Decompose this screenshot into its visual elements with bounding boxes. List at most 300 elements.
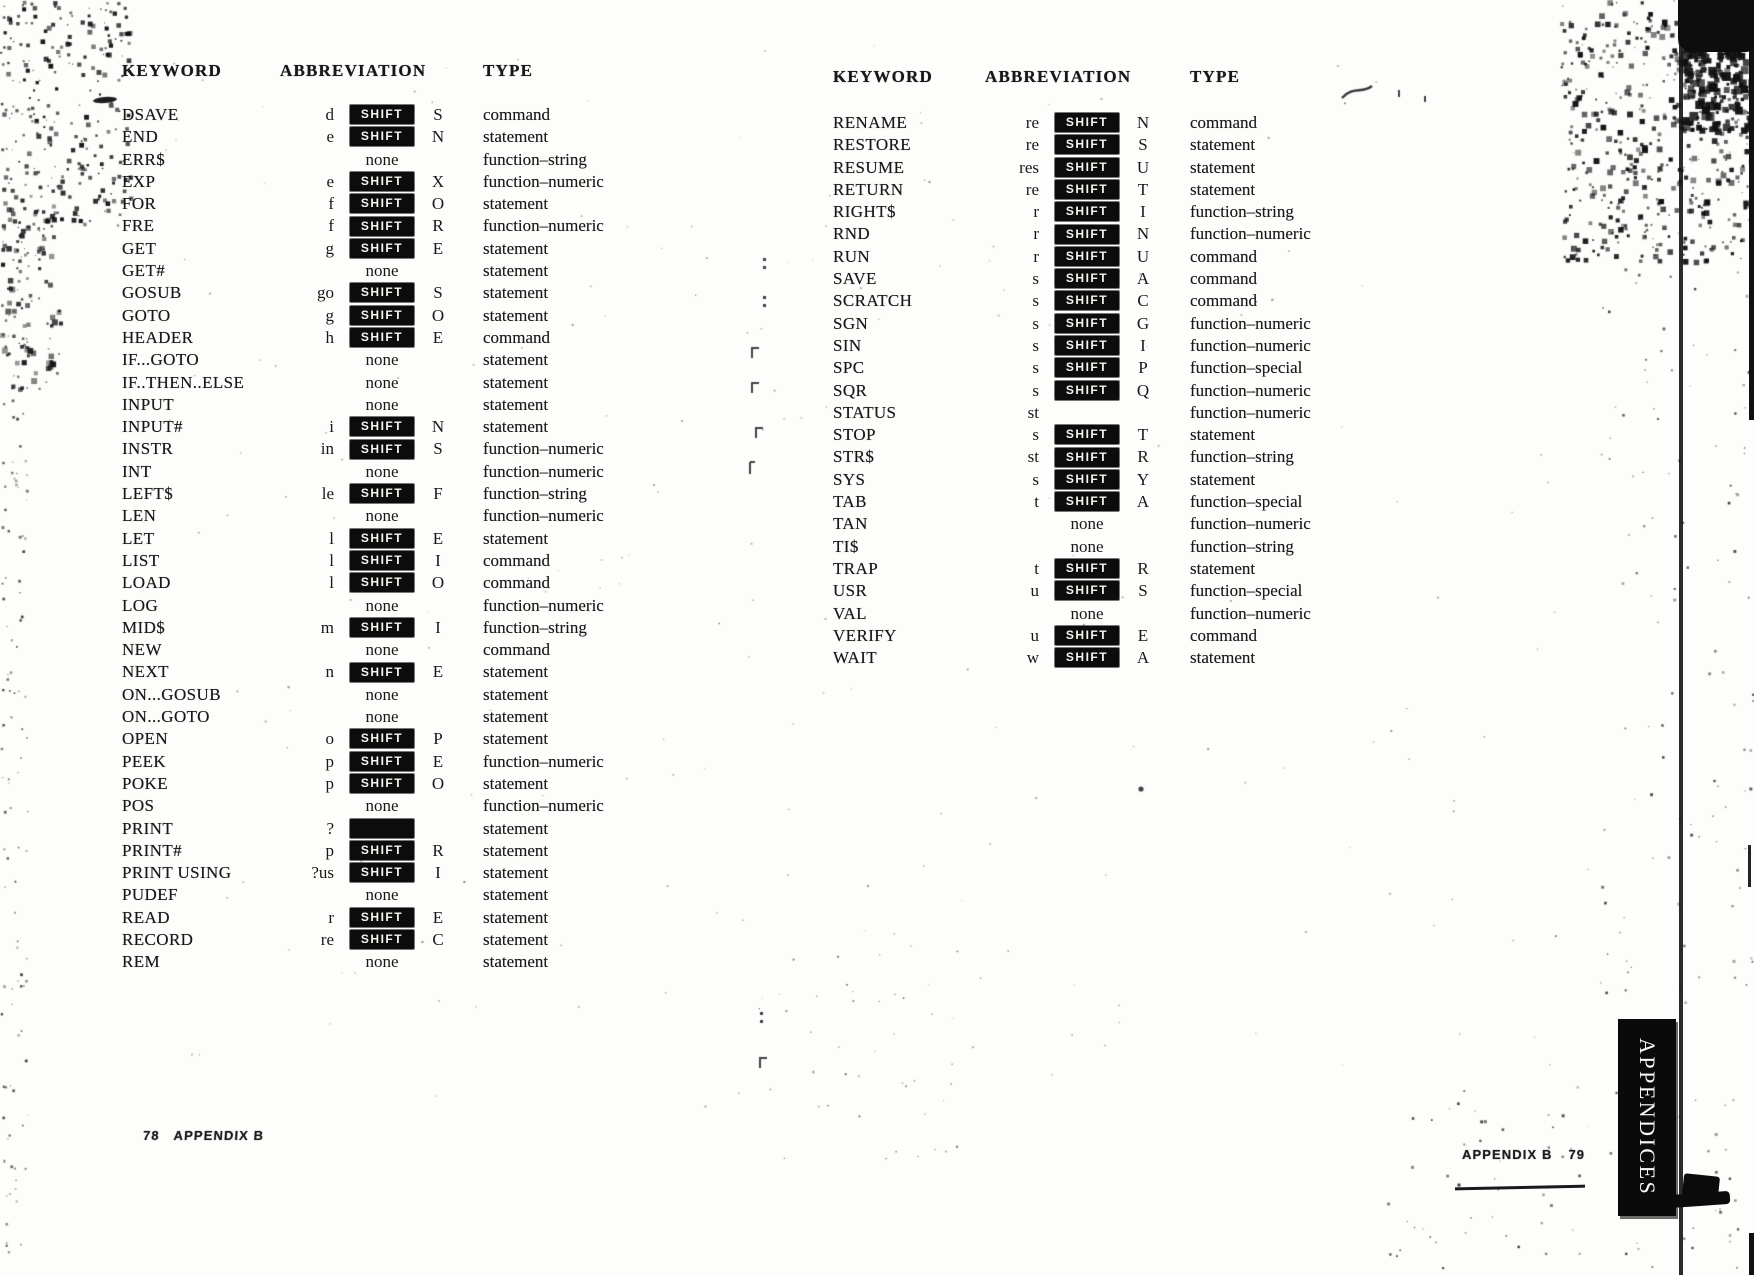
table-row xyxy=(122,951,722,973)
column-header-keyword: KEYWORD xyxy=(122,61,223,80)
type-cell: function–special xyxy=(1190,581,1303,601)
abbrev-shift-cell xyxy=(347,104,417,126)
table-row xyxy=(122,818,722,840)
type-cell: statement xyxy=(483,863,549,883)
type-cell: statement xyxy=(1190,425,1256,445)
keyword-cell: PRINT xyxy=(122,818,174,838)
abbrev-prefix-cell xyxy=(300,706,347,728)
abbrev-shift-cell xyxy=(347,171,417,193)
abbrev-prefix-cell: re xyxy=(1025,113,1039,132)
abbrev-letter-cell xyxy=(417,684,459,706)
abbrev-prefix-cell: f xyxy=(328,216,334,236)
keyword-cell: VAL xyxy=(833,603,867,623)
abbrev-letter-cell: R xyxy=(432,216,444,236)
abbrev-shift-cell xyxy=(347,751,417,773)
abbrev-prefix-cell: t xyxy=(1034,492,1039,512)
shift-key-badge xyxy=(350,819,414,838)
abbrev-letter-cell: C xyxy=(432,929,444,949)
abbrev-shift-cell xyxy=(347,528,417,550)
table-row xyxy=(833,268,1433,290)
abbrev-prefix-cell: h xyxy=(325,327,334,347)
table-row xyxy=(122,862,722,884)
type-cell: statement xyxy=(483,127,549,147)
type-cell: function–string xyxy=(483,149,587,169)
type-cell: function–numeric xyxy=(483,751,604,771)
table-row xyxy=(833,357,1433,379)
abbrev-none-cell: none xyxy=(365,684,399,704)
keyword-cell: LOG xyxy=(122,595,159,615)
type-cell: function–numeric xyxy=(483,171,604,191)
shift-key-badge: SHIFT xyxy=(350,551,414,570)
shift-key-badge: SHIFT xyxy=(350,328,414,347)
table-row xyxy=(833,536,1433,558)
abbrev-letter-cell: S xyxy=(1138,581,1148,601)
table-row xyxy=(833,625,1433,647)
abbrev-letter-cell: A xyxy=(1136,269,1150,289)
table-row xyxy=(122,505,722,527)
abbrev-shift-cell xyxy=(1052,558,1122,580)
shift-key-badge: SHIFT xyxy=(350,105,414,124)
table-header-row xyxy=(833,66,1433,88)
table-row xyxy=(122,929,722,951)
abbrev-letter-cell xyxy=(417,149,459,171)
abbrev-shift-cell xyxy=(347,238,417,260)
abbrev-shift-cell xyxy=(347,193,417,215)
table-row xyxy=(833,335,1433,357)
abbrev-letter-cell: E xyxy=(432,528,444,548)
keyword-cell: TI$ xyxy=(833,536,859,556)
abbrev-none-cell: none xyxy=(365,885,399,905)
shift-key-badge: SHIFT xyxy=(350,239,414,258)
abbrev-letter-cell xyxy=(417,951,459,973)
abbrev-shift-cell xyxy=(1052,357,1122,379)
abbrev-prefix-cell xyxy=(300,349,347,371)
appendices-tab-label: APPENDICES xyxy=(1635,1038,1660,1197)
table-row xyxy=(833,290,1433,312)
shift-key-badge: SHIFT xyxy=(1055,581,1119,600)
abbrev-shift-cell xyxy=(1052,491,1122,513)
abbrev-prefix-cell xyxy=(1005,513,1052,535)
abbrev-letter-cell xyxy=(417,505,459,527)
type-cell: function–numeric xyxy=(483,216,604,236)
column-header-type: TYPE xyxy=(483,61,534,80)
type-cell: command xyxy=(1190,291,1258,311)
abbrev-prefix-cell xyxy=(300,595,347,617)
keyword-cell: LEN xyxy=(122,506,157,526)
abbrev-letter-cell: S xyxy=(433,283,443,303)
shift-key-badge: SHIFT xyxy=(350,841,414,860)
type-cell: statement xyxy=(483,707,549,727)
keyword-cell: FRE xyxy=(122,216,155,236)
abbrev-prefix-cell: ?us xyxy=(311,863,334,883)
keyword-cell: SGN xyxy=(833,313,869,333)
type-cell: statement xyxy=(483,528,549,548)
table-row xyxy=(833,424,1433,446)
type-cell: function–numeric xyxy=(1190,313,1311,333)
type-cell: statement xyxy=(483,885,549,905)
abbrev-shift-cell xyxy=(1052,313,1122,335)
abbrev-shift-cell xyxy=(347,818,417,840)
abbrev-shift-cell xyxy=(1052,335,1122,357)
keyword-cell: SQR xyxy=(833,380,868,400)
abbrev-shift-cell xyxy=(1052,223,1122,245)
keyword-cell: LIST xyxy=(122,550,160,570)
type-cell: function–numeric xyxy=(1190,603,1311,623)
abbrev-letter-cell xyxy=(417,349,459,371)
abbrev-shift-cell xyxy=(1052,134,1122,156)
type-cell: command xyxy=(1190,246,1258,266)
abbrev-prefix-cell: s xyxy=(1032,425,1039,445)
abbrev-prefix-cell xyxy=(300,260,347,282)
keyword-cell: NEW xyxy=(122,640,162,660)
table-row xyxy=(833,402,1433,424)
column-header-type: TYPE xyxy=(1190,67,1241,86)
type-cell: statement xyxy=(483,773,549,793)
keyword-cell: POS xyxy=(122,796,155,816)
abbrev-letter-cell xyxy=(417,461,459,483)
keyword-cell: SYS xyxy=(833,469,866,489)
keyword-cell: SCRATCH xyxy=(833,291,913,311)
keyword-cell: FOR xyxy=(122,194,157,214)
appendix-label: APPENDIX B xyxy=(173,1128,265,1143)
table-row xyxy=(122,907,722,929)
type-cell: statement xyxy=(483,261,549,281)
shift-key-badge: SHIFT xyxy=(1055,158,1119,177)
abbrev-letter-cell: F xyxy=(433,484,443,504)
abbrev-letter-cell: N xyxy=(1136,113,1150,132)
appendix-label: APPENDIX B xyxy=(1462,1147,1553,1162)
abbrev-prefix-cell: s xyxy=(1032,269,1039,289)
abbrev-prefix-cell xyxy=(300,639,347,661)
abbrev-prefix-cell: r xyxy=(328,907,334,927)
type-cell: command xyxy=(1190,269,1258,289)
abbrev-prefix-cell: s xyxy=(1032,291,1039,311)
shift-key-badge: SHIFT xyxy=(350,863,414,882)
keyword-cell: READ xyxy=(122,907,170,927)
keyword-cell: LEFT$ xyxy=(122,484,174,504)
type-cell: statement xyxy=(483,417,549,437)
abbrev-letter-cell xyxy=(1122,536,1164,558)
keyword-cell: GOSUB xyxy=(122,283,182,303)
table-header-row xyxy=(122,60,722,82)
abbrev-none-cell: none xyxy=(365,350,399,370)
keyword-cell: OPEN xyxy=(122,729,168,749)
abbrev-none-cell: none xyxy=(365,506,399,526)
abbrev-letter-cell: N xyxy=(1136,224,1150,244)
table-row xyxy=(122,349,722,371)
column-header-abbreviation: ABBREVIATION xyxy=(985,67,1132,86)
table-row xyxy=(122,372,722,394)
abbrev-shift-cell xyxy=(1052,179,1122,201)
abbrev-prefix-cell: st xyxy=(1027,447,1039,467)
abbrev-prefix-cell: ? xyxy=(326,818,334,838)
abbrev-prefix-cell: go xyxy=(317,283,334,303)
abbrev-letter-cell: O xyxy=(431,573,445,593)
type-cell: function–numeric xyxy=(1190,224,1311,244)
abbrev-letter-cell: N xyxy=(431,417,445,437)
type-cell: function–numeric xyxy=(483,506,604,526)
abbrev-prefix-cell: st xyxy=(1027,402,1039,422)
abbrev-shift-cell xyxy=(347,840,417,862)
table-row xyxy=(122,149,722,171)
abbrev-letter-cell: P xyxy=(1138,358,1148,378)
type-cell: function–string xyxy=(1190,447,1294,467)
abbrev-shift-cell xyxy=(1052,625,1122,647)
abbrev-letter-cell: U xyxy=(1136,246,1150,266)
abbrev-prefix-cell: re xyxy=(1025,179,1039,199)
shift-key-badge: SHIFT xyxy=(1055,180,1119,199)
abbrev-letter-cell: T xyxy=(1137,425,1149,445)
abbrev-shift-cell xyxy=(1052,157,1122,179)
abbrev-shift-cell xyxy=(347,126,417,148)
keyword-cell: IF...GOTO xyxy=(122,350,200,370)
abbrev-prefix-cell xyxy=(300,684,347,706)
table-row xyxy=(122,528,722,550)
abbrev-prefix-cell: g xyxy=(325,305,334,325)
shift-key-badge: SHIFT xyxy=(350,930,414,949)
abbrev-none-cell: none xyxy=(365,796,399,816)
keyword-cell: ON...GOSUB xyxy=(122,684,221,704)
table-row xyxy=(833,491,1433,513)
table-row xyxy=(833,380,1433,402)
appendices-side-tab xyxy=(1618,1019,1676,1216)
type-cell: function–string xyxy=(1190,536,1294,556)
abbrev-prefix-cell xyxy=(300,372,347,394)
type-cell: function–special xyxy=(1190,358,1303,378)
abbrev-letter-cell: I xyxy=(435,550,441,570)
abbrev-prefix-cell xyxy=(300,461,347,483)
keyword-table-left xyxy=(122,60,722,974)
keyword-cell: DSAVE xyxy=(122,105,179,124)
abbrev-shift-cell xyxy=(347,617,417,639)
abbrev-prefix-cell: s xyxy=(1032,313,1039,333)
keyword-cell: MID$ xyxy=(122,617,166,637)
type-cell: function–string xyxy=(483,484,587,504)
abbrev-prefix-cell: s xyxy=(1032,335,1039,355)
abbrev-prefix-cell: u xyxy=(1030,581,1039,601)
abbrev-letter-cell xyxy=(417,595,459,617)
abbrev-none-cell: none xyxy=(365,595,399,615)
abbrev-letter-cell: I xyxy=(1140,202,1146,222)
table-row xyxy=(122,572,722,594)
table-row xyxy=(833,313,1433,335)
shift-key-badge: SHIFT xyxy=(1055,291,1119,310)
table-row xyxy=(122,884,722,906)
table-row xyxy=(833,134,1433,156)
keyword-cell: PUDEF xyxy=(122,885,178,905)
keyword-cell: RETURN xyxy=(833,179,904,199)
abbrev-shift-cell xyxy=(347,572,417,594)
type-cell: function–numeric xyxy=(483,796,604,816)
abbrev-none-cell: none xyxy=(1070,514,1104,534)
abbrev-none-cell: none xyxy=(365,461,399,481)
keyword-cell: VERIFY xyxy=(833,625,897,645)
table-row xyxy=(122,171,722,193)
abbrev-shift-cell xyxy=(347,305,417,327)
abbrev-shift-cell xyxy=(1052,647,1122,669)
abbrev-letter-cell: E xyxy=(432,662,444,682)
abbrev-shift-cell xyxy=(347,215,417,237)
keyword-cell: PEEK xyxy=(122,751,167,771)
scan-edge-line xyxy=(1749,1233,1754,1275)
abbrev-letter-cell xyxy=(417,884,459,906)
table-row xyxy=(122,840,722,862)
abbrev-letter-cell xyxy=(1122,402,1164,424)
abbrev-shift-cell xyxy=(347,416,417,438)
abbrev-letter-cell xyxy=(417,394,459,416)
abbrev-shift-cell xyxy=(347,550,417,572)
type-cell: command xyxy=(1190,625,1258,645)
abbrev-letter-cell: Y xyxy=(1136,469,1150,489)
keyword-cell: SIN xyxy=(833,335,862,355)
shift-key-badge: SHIFT xyxy=(1055,336,1119,355)
type-cell: command xyxy=(483,550,551,570)
table-row xyxy=(122,126,722,148)
table-row xyxy=(833,223,1433,245)
abbrev-prefix-cell: l xyxy=(329,573,334,593)
type-cell: function–numeric xyxy=(1190,402,1311,422)
shift-key-badge: SHIFT xyxy=(1055,247,1119,266)
shift-key-badge: SHIFT xyxy=(350,618,414,637)
abbrev-prefix-cell xyxy=(1005,536,1052,558)
abbrev-none-cell: none xyxy=(365,952,399,972)
keyword-cell: TAB xyxy=(833,492,867,512)
shift-key-badge: SHIFT xyxy=(1055,135,1119,154)
abbrev-shift-cell xyxy=(1052,469,1122,491)
table-row xyxy=(122,661,722,683)
shift-key-badge: SHIFT xyxy=(1055,269,1119,288)
abbrev-letter-cell xyxy=(1122,603,1164,625)
keyword-cell: ON...GOTO xyxy=(122,707,210,727)
shift-key-badge: SHIFT xyxy=(1055,425,1119,444)
table-body xyxy=(833,112,1433,669)
shift-key-badge: SHIFT xyxy=(350,573,414,592)
keyword-cell: GET xyxy=(122,238,157,258)
keyword-cell: IF..THEN..ELSE xyxy=(122,372,245,392)
abbrev-shift-cell xyxy=(1052,268,1122,290)
abbrev-none-cell: none xyxy=(365,640,399,660)
table-row xyxy=(833,513,1433,535)
table-row xyxy=(122,795,722,817)
abbrev-shift-cell xyxy=(1052,380,1122,402)
keyword-cell: STR$ xyxy=(833,447,875,467)
keyword-cell: RUN xyxy=(833,246,871,266)
abbrev-shift-cell xyxy=(347,483,417,505)
shift-key-badge: SHIFT xyxy=(350,217,414,236)
keyword-cell: SAVE xyxy=(833,269,877,289)
abbrev-none-cell: none xyxy=(365,394,399,414)
abbrev-prefix-cell xyxy=(300,394,347,416)
abbrev-none-cell: none xyxy=(365,149,399,169)
abbrev-shift-cell xyxy=(347,661,417,683)
type-cell: command xyxy=(483,105,551,124)
abbrev-prefix-cell: w xyxy=(1026,648,1039,668)
abbrev-letter-cell: I xyxy=(435,863,441,883)
type-cell: command xyxy=(1190,113,1258,132)
shift-key-badge: SHIFT xyxy=(1055,648,1119,667)
abbrev-prefix-cell: l xyxy=(329,550,334,570)
keyword-cell: INT xyxy=(122,461,152,481)
keyword-cell: RND xyxy=(833,224,871,244)
keyword-cell: INSTR xyxy=(122,439,174,459)
abbrev-prefix-cell: e xyxy=(326,127,334,147)
keyword-cell: ERR$ xyxy=(122,149,166,169)
abbrev-prefix-cell xyxy=(300,951,347,973)
table-row xyxy=(122,260,722,282)
abbrev-prefix-cell: d xyxy=(325,105,334,124)
type-cell: statement xyxy=(483,350,549,370)
abbrev-letter-cell: A xyxy=(1136,492,1150,512)
keyword-cell: LET xyxy=(122,528,155,548)
shift-key-badge: SHIFT xyxy=(1055,470,1119,489)
scan-gutter-line xyxy=(1679,0,1683,1275)
type-cell: command xyxy=(483,573,551,593)
abbrev-none-cell: none xyxy=(1070,603,1104,623)
type-cell: statement xyxy=(1190,157,1256,177)
abbrev-prefix-cell: m xyxy=(320,617,334,637)
shift-key-badge: SHIFT xyxy=(1055,202,1119,221)
abbrev-shift-cell xyxy=(1052,290,1122,312)
table-row xyxy=(833,603,1433,625)
abbrev-none-cell: none xyxy=(365,261,399,281)
type-cell: command xyxy=(483,640,551,660)
keyword-cell: INPUT xyxy=(122,394,175,414)
keyword-cell: TRAP xyxy=(833,558,879,578)
footer-left xyxy=(142,1128,264,1143)
keyword-table-right xyxy=(833,66,1433,669)
abbrev-prefix-cell xyxy=(300,795,347,817)
shift-key-badge: SHIFT xyxy=(1055,314,1119,333)
type-cell: function–numeric xyxy=(1190,514,1311,534)
type-cell: statement xyxy=(483,818,549,838)
shift-key-badge: SHIFT xyxy=(350,908,414,927)
table-row xyxy=(833,112,1433,134)
shift-key-badge: SHIFT xyxy=(350,440,414,459)
abbrev-none-cell: none xyxy=(365,372,399,392)
abbrev-prefix-cell: e xyxy=(326,171,334,191)
keyword-cell: RESUME xyxy=(833,157,905,177)
table-row xyxy=(122,483,722,505)
abbrev-prefix-cell xyxy=(300,505,347,527)
type-cell: statement xyxy=(483,952,549,972)
abbrev-letter-cell: S xyxy=(1138,135,1148,155)
abbrev-prefix-cell: p xyxy=(325,773,334,793)
abbrev-letter-cell: S xyxy=(433,105,443,124)
abbrev-prefix-cell xyxy=(300,884,347,906)
column-header-keyword: KEYWORD xyxy=(833,67,934,86)
abbrev-letter-cell: E xyxy=(1137,625,1149,645)
shift-key-badge: SHIFT xyxy=(1055,626,1119,645)
type-cell: function–numeric xyxy=(1190,335,1311,355)
abbrev-letter-cell: S xyxy=(433,439,443,459)
table-row xyxy=(833,469,1433,491)
abbrev-prefix-cell: in xyxy=(320,439,334,459)
table-row xyxy=(122,282,722,304)
abbrev-letter-cell xyxy=(417,260,459,282)
abbrev-prefix-cell: r xyxy=(1033,202,1039,222)
table-row xyxy=(122,728,722,750)
type-cell: statement xyxy=(483,394,549,414)
abbrev-letter-cell: N xyxy=(431,127,445,147)
keyword-cell: PRINT# xyxy=(122,840,183,860)
keyword-cell: GOTO xyxy=(122,305,171,325)
table-row xyxy=(122,773,722,795)
table-row xyxy=(833,647,1433,669)
type-cell: function–special xyxy=(1190,492,1303,512)
shift-key-badge: SHIFT xyxy=(350,283,414,302)
abbrev-shift-cell xyxy=(1052,246,1122,268)
abbrev-letter-cell xyxy=(417,795,459,817)
